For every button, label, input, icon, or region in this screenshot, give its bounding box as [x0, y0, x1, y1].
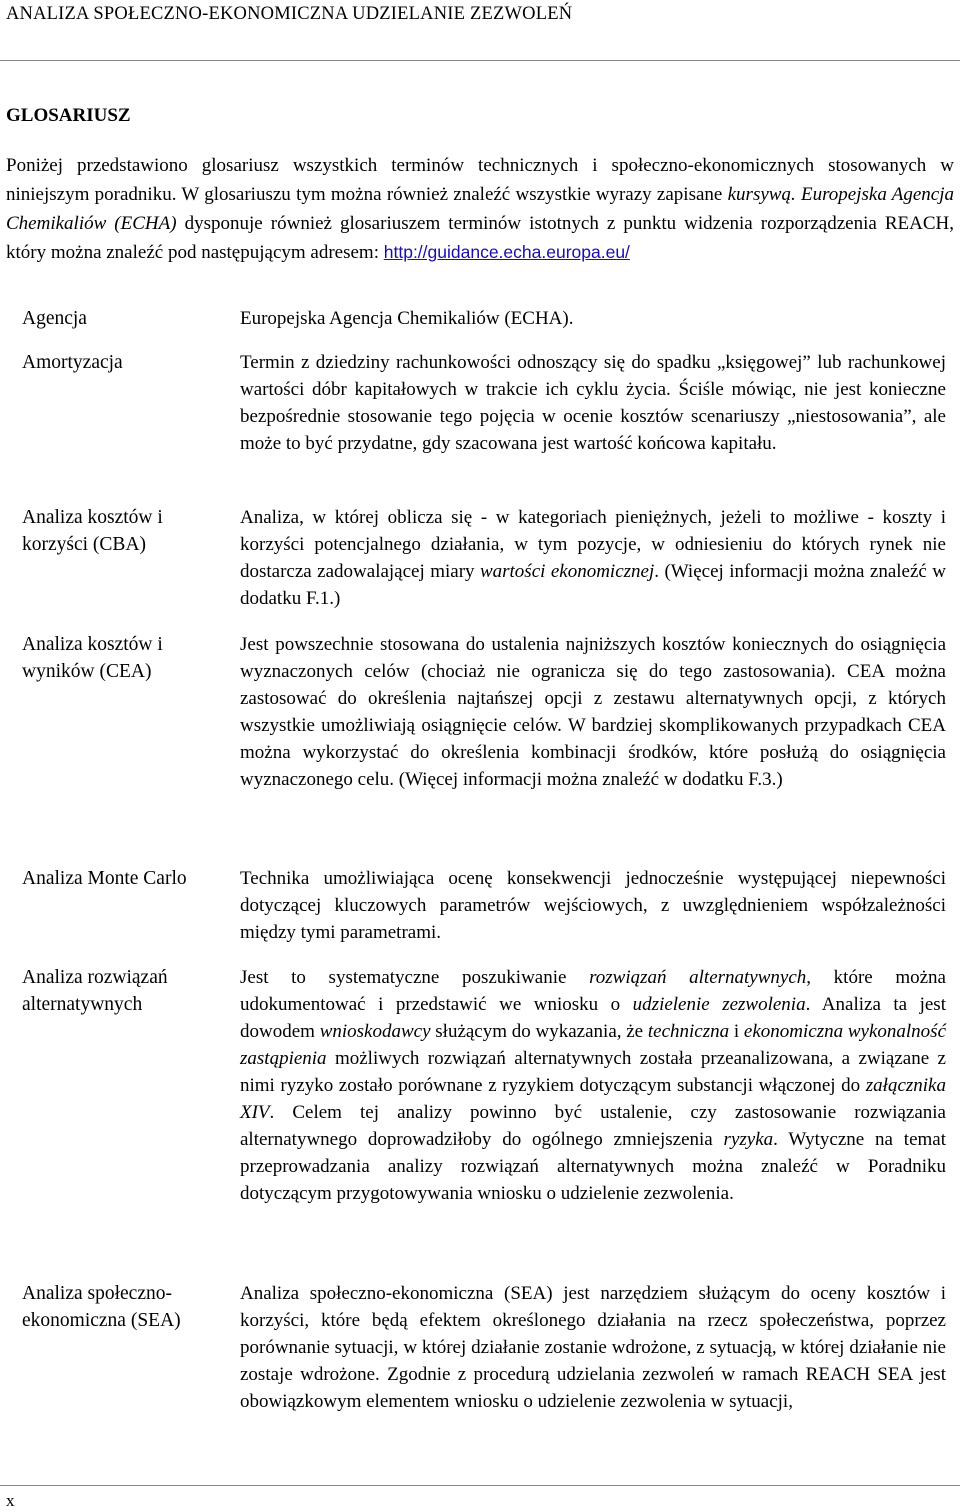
- glossary-definition: Europejska Agencja Chemikaliów (ECHA).: [240, 308, 574, 329]
- glossary-definition: Technika umożliwiająca ocenę konsekwencji jednocześnie występującej niepewności dotyczącej kluczowych parametrów wejściowych, z uwzględnieniem współzależności między tymi parametrami.: [240, 868, 946, 943]
- glossary-term: Analiza kosztów i wyników (CEA): [22, 634, 163, 682]
- glossary-term: Analiza kosztów i korzyści (CBA): [22, 507, 163, 555]
- glossary-definition: Analiza społeczno-ekonomiczna (SEA) jest narzędziem służącym do oceny kosztów i korzyści, które będą efektem określonego działania na rzecz społeczeństwa, poprzez porównanie sytuacji, w której działanie zostanie wdrożone, z sytuacją, w której działanie nie zostaje wdrożone. Zgodnie z procedurą udzielania zezwoleń w ramach REACH SEA jest obowiązkowym elementem wniosku o udzielenie zezwolenia w sytuacji,: [240, 1283, 946, 1412]
- glossary-term: Analiza społeczno-ekonomiczna (SEA): [22, 1283, 181, 1331]
- glossary-definition: Analiza, w której oblicza się - w kategoriach pieniężnych, jeżeli to możliwe - koszty i korzyści potencjalnego działania, w tym pozycje, w odniesieniu do których rynek nie dostarcza zadowalającej miary wartości ekonomicznej. (Więcej informacji można znaleźć w dodatku F.1.): [240, 507, 946, 609]
- glossary-term: Analiza Monte Carlo: [22, 868, 187, 889]
- page-number: x: [6, 1491, 15, 1510]
- footer-divider: [0, 1485, 960, 1486]
- echa-guidance-link[interactable]: http://guidance.echa.europa.eu/: [383, 242, 630, 262]
- glossary-term: Agencja: [22, 308, 87, 329]
- glossary-definition: Termin z dziedziny rachunkowości odnoszący się do spadku „księgowej” lub rachunkowej wartości dóbr kapitałowych w trakcie ich cyklu życia. Ściśle mówiąc, nie jest konieczne bezpośrednie stosowanie tego pojęcia w ocenie kosztów scenariuszy „niestosowania”, ale może to być przydatne, gdy szacowana jest wartość końcowa kapitału.: [240, 352, 946, 454]
- glossary-definition: Jest to systematyczne poszukiwanie rozwiązań alternatywnych, które można udokumentować i przedstawić we wniosku o udzielenie zezwolenia. Analiza ta jest dowodem wnioskodawcy służącym do wykazania, że techniczna i ekonomiczna wykonalność zastąpienia możliwych rozwiązań alternatywnych została przeanalizowana, a związane z nimi ryzyko zostało porównane z ryzykiem dotyczącym substancji włączonej do załącznika XIV. Celem tej analizy powinno być ustalenie, czy zastosowanie rozwiązania alternatywnego doprowadziłoby do ogólnego zmniejszenia ryzyka. Wytyczne na temat przeprowadzania analizy rozwiązań alternatywnych można znaleźć w Poradniku dotyczącym przygotowywania wniosku o udzielenie zezwolenia.: [240, 967, 947, 1204]
- glossary-term: Analiza rozwiązań alternatywnych: [22, 967, 168, 1015]
- running-header: ANALIZA SPOŁECZNO-EKONOMICZNA UDZIELANIE ZEZWOLEŃ: [6, 4, 573, 24]
- glossary-term: Amortyzacja: [22, 352, 123, 373]
- glossary-definition: Jest powszechnie stosowana do ustalenia najniższych kosztów koniecznych do osiągnięcia wyznaczonych celów (chociaż nie ogranicza się do tego zastosowania). CEA można zastosować do określenia najtańszej opcji z zestawu alternatywnych opcji, z których wszystkie umożliwiają osiągnięcie celów. W bardziej skomplikowanych przypadkach CEA można wykorzystać do określenia kombinacji środków, które posłużą do osiągnięcia wyznaczonego celu. (Więcej informacji można znaleźć w dodatku F.3.): [240, 634, 946, 790]
- header-divider: [0, 60, 960, 61]
- section-title: GLOSARIUSZ: [6, 105, 131, 126]
- intro-paragraph: Poniżej przedstawiono glosariusz wszystkich terminów technicznych i społeczno-ekonomicznych stosowanych w niniejszym poradniku. W glosariuszu tym można również znaleźć wszystkie wyrazy zapisane kursywą. Europejska Agencja Chemikaliów (ECHA) dysponuje również glosariuszem terminów istotnych z punktu widzenia rozporządzenia REACH, który można znaleźć pod następującym adresem: http://guidance.echa.europa.eu/: [6, 155, 955, 263]
